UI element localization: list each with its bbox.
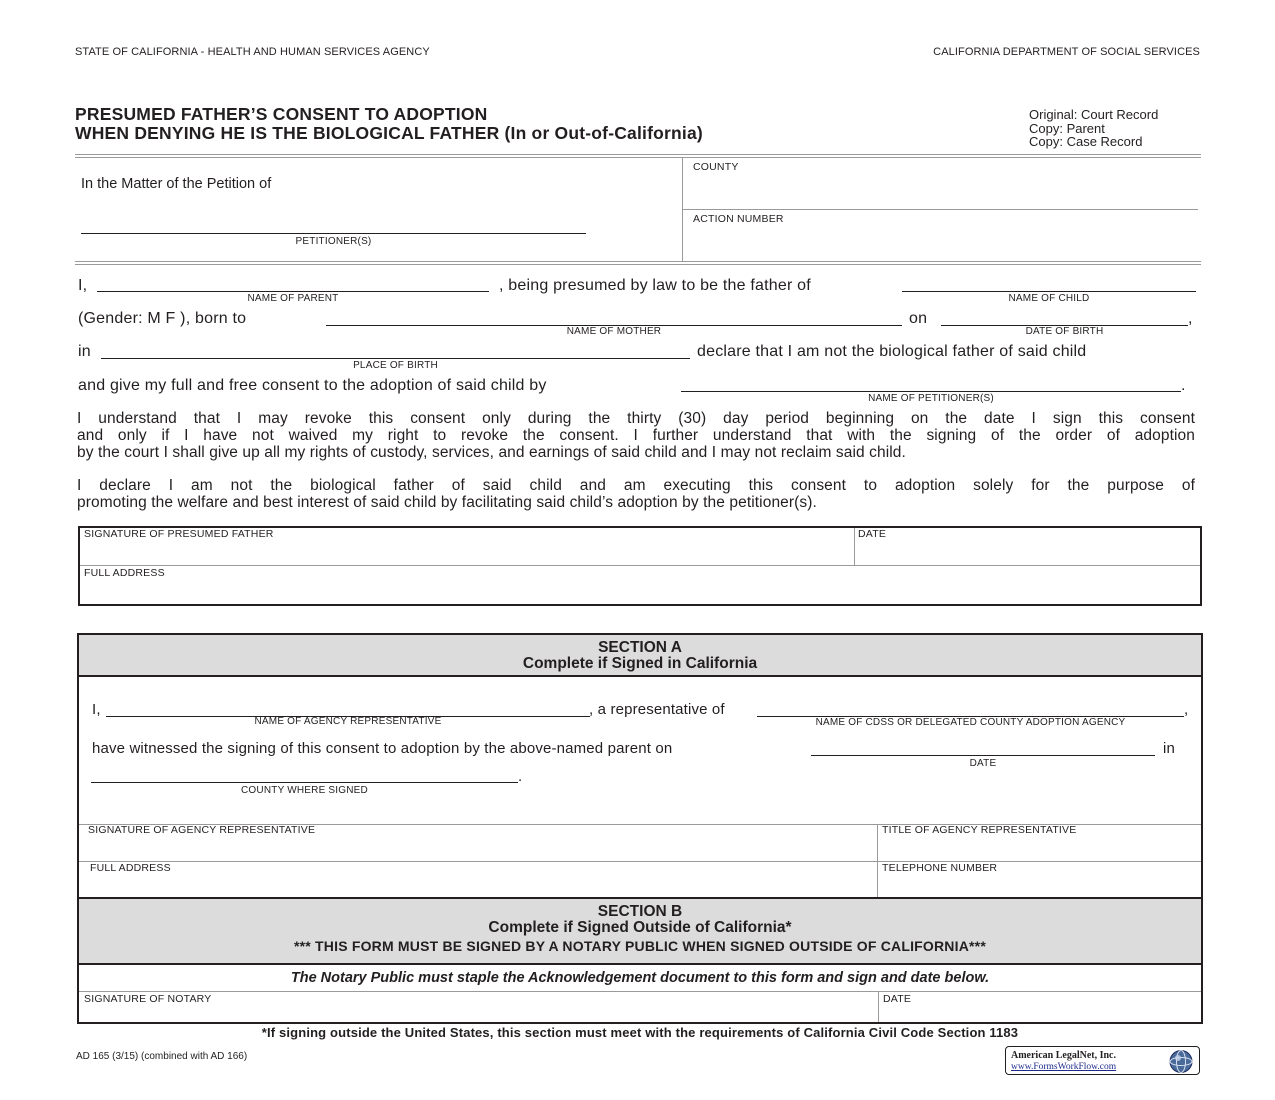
- distribution-list: [1029, 108, 1158, 149]
- name-of-child-field[interactable]: [902, 291, 1196, 292]
- father-address-field[interactable]: [82, 579, 1197, 603]
- declaration-line3-end: declare that I am not the biological father of said child: [697, 343, 1087, 360]
- globe-icon: [1164, 1049, 1198, 1074]
- agency-rep-signature-label: SIGNATURE OF AGENCY REPRESENTATIVE: [88, 824, 316, 836]
- county-where-signed-caption: COUNTY WHERE SIGNED: [241, 785, 368, 796]
- section-a-line1-start: I,: [92, 701, 101, 718]
- witness-date-field[interactable]: [811, 755, 1155, 756]
- father-date-field[interactable]: [857, 540, 1197, 564]
- form-title-line2: WHEN DENYING HE IS THE BIOLOGICAL FATHER (In or Out-of-California): [75, 123, 703, 143]
- declaration-line2-start: (Gender: M F ), born to: [78, 310, 247, 327]
- declaration-paragraph: [77, 477, 1195, 511]
- place-of-birth-caption: PLACE OF BIRTH: [353, 360, 438, 371]
- distribution-original: Original: Court Record: [1029, 107, 1159, 122]
- father-signature-field[interactable]: [82, 540, 852, 564]
- county-field[interactable]: [690, 176, 1195, 206]
- father-signature-label: SIGNATURE OF PRESUMED FATHER: [84, 528, 274, 540]
- logo-company-name: American LegalNet, Inc.: [1011, 1050, 1116, 1061]
- name-of-child-caption: NAME OF CHILD: [1008, 293, 1090, 304]
- declaration-line3-start: in: [78, 343, 91, 360]
- legalnet-logo[interactable]: [1005, 1046, 1200, 1075]
- section-a-line2-start: have witnessed the signing of this consent to adoption by the above-named parent on: [92, 740, 673, 757]
- declaration-line1-mid: , being presumed by law to be the father of: [499, 277, 811, 294]
- revocation-paragraph: [77, 410, 1195, 461]
- agency-rep-title-field[interactable]: [880, 836, 1198, 860]
- agency-header-right: CALIFORNIA DEPARTMENT OF SOCIAL SERVICES: [933, 46, 1200, 58]
- action-number-label: ACTION NUMBER: [693, 213, 784, 225]
- notary-signature-field[interactable]: [82, 1004, 875, 1022]
- agency-phone-field[interactable]: [880, 874, 1198, 896]
- form-title-line1: PRESUMED FATHER’S CONSENT TO ADOPTION: [75, 104, 488, 124]
- agency-header-left: STATE OF CALIFORNIA - HEALTH AND HUMAN SERVICES AGENCY: [75, 46, 430, 58]
- date-of-birth-caption: DATE OF BIRTH: [1025, 326, 1104, 337]
- agency-rep-signature-field[interactable]: [84, 836, 874, 860]
- agency-address-field[interactable]: [84, 874, 874, 896]
- notary-signature-label: SIGNATURE OF NOTARY: [84, 993, 212, 1005]
- section-a-line3-end: .: [518, 768, 523, 785]
- section-a-line1-mid: , a representative of: [589, 701, 725, 718]
- place-of-birth-field[interactable]: [101, 358, 690, 359]
- agency-address-label: FULL ADDRESS: [90, 862, 171, 874]
- logo-url-link[interactable]: www.FormsWorkFlow.com: [1011, 1062, 1117, 1072]
- father-date-label: DATE: [858, 528, 887, 540]
- name-of-mother-caption: NAME OF MOTHER: [566, 326, 662, 337]
- agency-phone-label: TELEPHONE NUMBER: [882, 862, 998, 874]
- petitioner-label: PETITIONER(S): [295, 236, 372, 247]
- name-of-parent-caption: NAME OF PARENT: [247, 293, 339, 304]
- action-number-field[interactable]: [690, 228, 1195, 258]
- section-a-line1-end: ,: [1184, 701, 1189, 718]
- declaration-para-line1: I declare I am not the biological father of said child and am executing this consent to adoption solely for the purpose of: [77, 477, 1195, 494]
- declaration-para-line2: promoting the welfare and best interest of said child by facilitating said child’s adoption by the petitioner(s).: [77, 494, 817, 511]
- notary-instruction: The Notary Public must staple the Acknowledgement document to this form and sign and date below.: [290, 970, 990, 986]
- notary-requirement-notice: *** THIS FORM MUST BE SIGNED BY A NOTARY PUBLIC WHEN SIGNED OUTSIDE OF CALIFORNIA***: [294, 938, 986, 954]
- notary-date-label: DATE: [883, 993, 912, 1005]
- form-id: AD 165 (3/15) (combined with AD 166): [76, 1051, 248, 1062]
- section-a-subheading: Complete if Signed in California: [522, 655, 758, 672]
- distribution-copy-case: Copy: Case Record: [1029, 134, 1143, 149]
- section-a-heading: SECTION A: [598, 639, 682, 656]
- county-where-signed-field[interactable]: [91, 782, 518, 783]
- civil-code-footnote: *If signing outside the United States, this section must meet with the requirements of California Civil Code Section 1183: [261, 1025, 1019, 1040]
- matter-of-petition-text: In the Matter of the Petition of: [81, 176, 272, 192]
- declaration-line4-start: and give my full and free consent to the adoption of said child by: [78, 377, 547, 394]
- section-b-heading: SECTION B: [597, 903, 683, 920]
- notary-date-field[interactable]: [881, 1004, 1199, 1022]
- name-of-parent-field[interactable]: [97, 291, 489, 292]
- revocation-line1: I understand that I may revoke this consent only during the thirty (30) day period beginning on the date I sign this consent: [77, 410, 1195, 427]
- section-a-line2-end: in: [1163, 740, 1175, 757]
- revocation-line3: by the court I shall give up all my rights of custody, services, and earnings of said child and I may not reclaim said child.: [77, 444, 906, 461]
- witness-date-caption: DATE: [969, 758, 997, 769]
- petitioner-line[interactable]: [81, 233, 586, 234]
- agency-name-caption: NAME OF CDSS OR DELEGATED COUNTY ADOPTION AGENCY: [815, 717, 1126, 728]
- father-address-label: FULL ADDRESS: [84, 567, 165, 579]
- agency-rep-title-label: TITLE OF AGENCY REPRESENTATIVE: [882, 824, 1077, 836]
- name-of-petitioners-field[interactable]: [681, 391, 1181, 392]
- declaration-line2-on: on: [909, 310, 928, 327]
- section-b-subheading: Complete if Signed Outside of California*: [488, 919, 792, 936]
- declaration-line1-start: I,: [78, 277, 88, 294]
- county-label: COUNTY: [693, 161, 739, 173]
- agency-representative-caption: NAME OF AGENCY REPRESENTATIVE: [254, 716, 442, 727]
- declaration-line4-end: .: [1181, 377, 1186, 394]
- revocation-line2: and only if I have not waived my right to revoke the consent. I further understand that with the signing of the order of adoption: [77, 427, 1195, 444]
- declaration-line2-end: ,: [1188, 310, 1193, 327]
- name-of-petitioners-caption: NAME OF PETITIONER(S): [868, 393, 994, 404]
- distribution-copy-parent: Copy: Parent: [1029, 120, 1105, 136]
